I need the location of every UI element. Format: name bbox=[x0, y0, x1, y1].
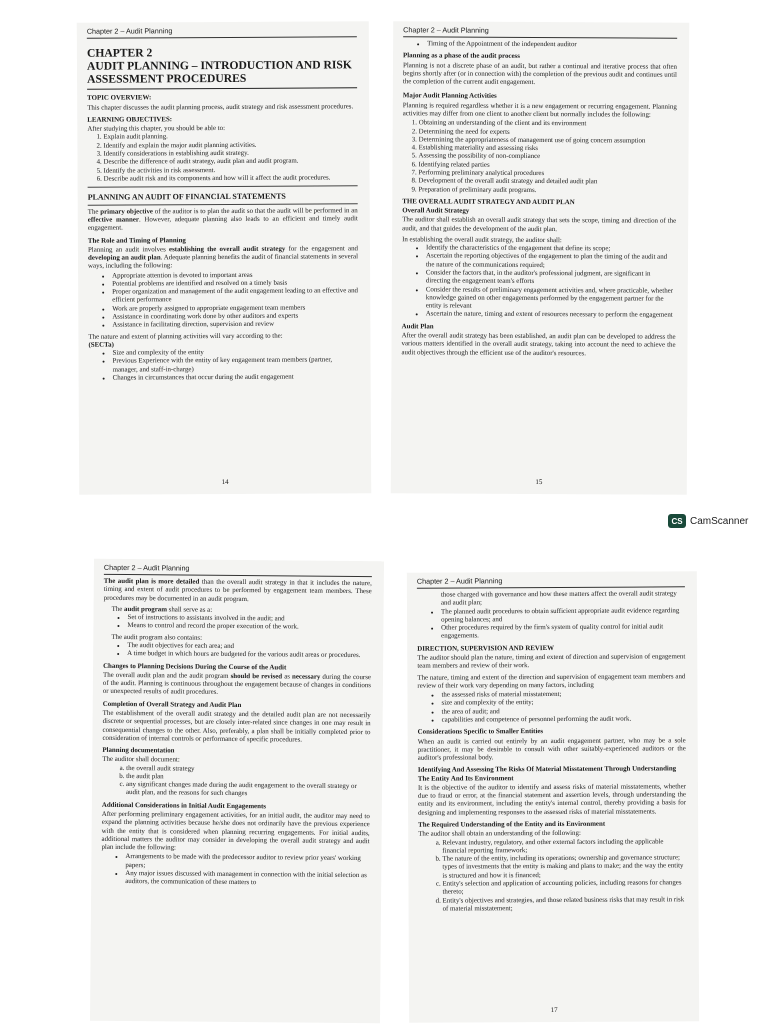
establish-text: In establishing the overall audit strategy, the auditor shall: bbox=[402, 236, 562, 245]
changes-text: The overall audit plan and the audit program should be revised as necessary during the course of the audit. Planning is continuous throughout the engagement because of changes in conditions or unexpected results of audit procedures. bbox=[102, 671, 372, 697]
page-number: 15 bbox=[535, 477, 543, 487]
continued-text: those charged with governance and how these matters affect the overall audit strategy and audit plan; bbox=[440, 590, 677, 607]
list-item: c. Entity's selection and application of accounting policies, including reasons for changes thereto; bbox=[442, 879, 686, 897]
list-item: 1. Obtaining an understanding of the client and its environment bbox=[419, 120, 677, 130]
overall-strategy-text: The auditor shall establish an overall audit strategy that sets the scope, timing and direction of the audit, and that guides the development of the audit plan. bbox=[402, 216, 677, 233]
list-item: • Set of instructions to assistants involved in the audit; and bbox=[127, 614, 371, 624]
contains-list bbox=[111, 642, 371, 661]
list-item: a. Relevant industry, regulatory, and other external factors including the applicable financial reporting framework; bbox=[442, 838, 686, 856]
divider bbox=[88, 203, 358, 205]
list-item: • Size and complexity of the entity bbox=[112, 348, 358, 358]
list-item: 5. Assessing the possibility of non-compliance bbox=[419, 153, 677, 163]
required-understanding-intro: The auditor shall obtain an understanding of the following: bbox=[418, 830, 581, 839]
list-item: 3. Identify considerations in establishing audit strategy. bbox=[103, 149, 357, 159]
page-15 bbox=[391, 21, 689, 495]
list-item: • Arrangements to be made with the predecessor auditor to review prior years' working papers; bbox=[125, 853, 369, 872]
list-item: • Proper organization and management of the audit engagement leading to an effective and efficient performance bbox=[112, 287, 358, 305]
contains-text: The audit program also contains: bbox=[111, 633, 203, 642]
page-14 bbox=[77, 21, 371, 495]
list-item: • the area of audit; and bbox=[442, 707, 686, 717]
list-item: • size and complexity of the entity; bbox=[441, 699, 685, 709]
title-rule bbox=[87, 88, 357, 90]
list-item: • Appropriate attention is devoted to important areas bbox=[112, 271, 358, 281]
dsr-list bbox=[425, 690, 685, 724]
list-item: d. Entity's objectives and strategies, and those related business risks that may result in risk of material misstatement; bbox=[443, 896, 687, 914]
list-item: • A time budget in which hours are budgeted for the various audit areas or procedures. bbox=[127, 650, 371, 660]
list-item: 7. Performing preliminary analytical procedures bbox=[418, 169, 676, 179]
page-17 bbox=[407, 571, 699, 1023]
program-intro: The audit program shall serve as a: bbox=[111, 605, 213, 614]
documentation-intro: The auditor shall document: bbox=[102, 756, 180, 764]
smaller-entities-text: When an audit is carried out entirely by an audit engagement partner, who may be a sole practitioner, it may be desirable to consult with other suitably-experienced auditors or the auditor's professional body. bbox=[417, 736, 686, 762]
list-item: • the assessed risks of material misstatement; bbox=[441, 690, 685, 700]
secta-label: (SECTa) bbox=[88, 341, 114, 349]
list-item: 4. Describe the difference of audit strategy, audit plan and audit program. bbox=[103, 158, 357, 168]
list-item: • Consider the factors that, in the auditor's professional judgment, are significant in directing the engagement team's efforts bbox=[426, 269, 676, 287]
intro-paragraph: The primary objective of the auditor is to plan the audit so that the audit will be performed in an effective manner. However, adequate planning also leads to an efficient and timely audit engagement. bbox=[87, 206, 358, 232]
list-item: • Other procedures required by the firm's system of quality control for initial audit engagements. bbox=[441, 623, 685, 641]
dsr-text-1: The auditor should plan the nature, timing and extent of direction and supervision of engagement team members and review of their work. bbox=[417, 653, 686, 670]
risk-text: It is the objective of the auditor to identify and assess risks of material misstatements, whether due to fraud or error, at the financial statement and assertion levels, through understanding the entity and its environment, including the entity's internal control, thereby providing a basis for designing and implementing responses to the assessed risks of material misstatements. bbox=[417, 783, 687, 817]
required-understanding-list bbox=[426, 838, 686, 914]
role-paragraph: Planning an audit involves establishing the overall audit strategy for the engagement and developing an audit plan. Adequate planning benefits the audit of financial statements in several ways, including the following: bbox=[87, 245, 358, 271]
audit-plan-text: After the overall audit strategy has been established, an audit plan can be developed to address the various matters identified in the overall audit strategy, taking into account the need to achieve the audit objectives through the efficient use of the auditor's resources. bbox=[401, 332, 676, 357]
page-number: 14 bbox=[221, 477, 229, 487]
dsr-heading: DIRECTION, SUPERVISION AND REVIEW bbox=[417, 644, 555, 653]
strategy-section-heading: THE OVERALL AUDIT STRATEGY AND AUDIT PLAN bbox=[402, 198, 575, 206]
activities-list bbox=[402, 120, 676, 196]
nature-text: The nature and extent of planning activities will vary according to the: bbox=[88, 332, 283, 341]
documentation-list bbox=[110, 765, 370, 800]
role-timing-heading: The Role and Timing of Planning bbox=[87, 236, 186, 245]
secta-list bbox=[96, 348, 358, 382]
divider bbox=[88, 185, 358, 187]
dsr-text-2: The nature, timing and extent of the direction and supervision of engagement team members and review of their work vary depending on many factors, including bbox=[417, 672, 686, 690]
list-item: • Timing of the Appointment of the independent auditor bbox=[427, 40, 677, 50]
list-item: • Work are properly assigned to appropriate engagement team members bbox=[112, 304, 358, 314]
running-header: Chapter 2 – Audit Planning bbox=[87, 25, 357, 38]
documentation-heading: Planning documentation bbox=[102, 746, 175, 755]
initial-engagement-heading: Additional Considerations in Initial Audit Engagements bbox=[101, 801, 266, 811]
list-item: 4. Establishing materiality and assessing risks bbox=[419, 144, 677, 154]
objectives-list bbox=[87, 133, 357, 184]
top-list bbox=[411, 40, 677, 50]
list-item: 2. Determining the need for experts bbox=[419, 128, 677, 138]
objectives-intro: After studying this chapter, you should be able to: bbox=[87, 125, 226, 133]
benefits-list bbox=[96, 271, 358, 330]
learning-objectives-heading: LEARNING OBJECTIVES: bbox=[87, 116, 173, 124]
major-activities-heading: Major Audit Planning Activities bbox=[402, 92, 497, 101]
list-item: • Previous Experience with the entity of key engagement team members (partner, manager, and staff-in-charge) bbox=[113, 357, 359, 375]
audit-plan-intro: The audit plan is more detailed than the overall audit strategy in that it includes the nature, timing and extent of audit procedures to be performed by engagement team members. These procedures may be documented in an audit program. bbox=[103, 577, 372, 603]
list-item: 5. Identify the activities in risk assessment. bbox=[104, 166, 358, 176]
initial-list bbox=[109, 853, 369, 888]
list-item: • Assistance in facilitating direction, supervision and review bbox=[112, 321, 358, 331]
running-header: Chapter 2 – Audit Planning bbox=[104, 563, 372, 577]
required-understanding-heading: The Required Understanding of the Entity and its Environment bbox=[418, 820, 606, 829]
chapter-number: CHAPTER 2 bbox=[86, 46, 153, 60]
phase-text: Planning is not a discrete phase of an audit, but rather a continual and iterative process that often begins shortly after (or in connection with) the completion of the previous audit and continues until the completion of the current audit engagement. bbox=[402, 61, 678, 87]
list-item: c. any significant changes made during the audit engagement to the overall strategy or audit plan, and the reasons for such changes bbox=[126, 781, 370, 800]
major-activities-text: Planning is required regardless whether it is a new engagement or recurring engagement. Planning activities may differ from one client to another client but normally includes the following: bbox=[402, 101, 677, 119]
running-header: Chapter 2 – Audit Planning bbox=[403, 25, 677, 38]
list-item: • Ascertain the nature, timing and extent of resources necessary to perform the engagement bbox=[426, 311, 676, 321]
list-item: • Assistance in coordinating work done by other auditors and experts bbox=[112, 312, 358, 322]
camscanner-label: CamScanner bbox=[690, 515, 749, 527]
page-16 bbox=[90, 559, 384, 1024]
list-item: • Consider the results of preliminary engagement activities and, where practicable, whether knowledge gained on other engagements performed by the engagement partner for the entity is relevant bbox=[426, 286, 676, 312]
topic-overview-text: This chapter discusses the audit planning process, audit strategy and risk assessment procedures. bbox=[87, 102, 354, 112]
list-item: 1. Explain audit planning. bbox=[103, 133, 357, 143]
topic-overview-heading: TOPIC OVERVIEW: bbox=[87, 94, 152, 102]
list-item: 9. Preparation of preliminary audit programs. bbox=[418, 186, 676, 196]
establish-list bbox=[410, 245, 676, 321]
audit-plan-heading: Audit Plan bbox=[401, 322, 434, 331]
list-item: • Potential problems are identified and resolved on a timely basis bbox=[112, 279, 358, 289]
list-item: • Means to control and record the proper execution of the work. bbox=[127, 622, 371, 632]
section-heading: PLANNING AN AUDIT OF FINANCIAL STATEMENTS bbox=[87, 191, 286, 202]
list-item: 2. Identify and explain the major audit planning activities. bbox=[103, 141, 357, 151]
smaller-entities-heading: Considerations Specific to Smaller Entities bbox=[417, 728, 544, 736]
list-item: 3. Determining the appropriateness of management use of going concern assumption bbox=[419, 136, 677, 146]
chapter-title: AUDIT PLANNING – INTRODUCTION AND RISK ASSESSMENT PROCEDURES bbox=[86, 58, 352, 86]
changes-heading: Changes to Planning Decisions During the Course of the Audit bbox=[103, 662, 287, 671]
list-item: 8. Development of the overall audit strategy and detailed audit plan bbox=[418, 178, 676, 188]
completion-heading: Completion of Overall Strategy and Audit Plan bbox=[102, 700, 242, 709]
list-item: a. the overall audit strategy bbox=[126, 765, 370, 775]
completion-text: The establishment of the overall audit strategy and the detailed audit plan are not necessarily discrete or sequential processes, but are closely inter-related since changes in one may result in consequential changes to the other. Also, preferably, a plan shall be initially completed prior to consideration of internal controls or performance of specific procedures. bbox=[102, 709, 371, 744]
list-item: • Ascertain the reporting objectives of the engagement to plan the timing of the audit and the nature of the communications required; bbox=[426, 253, 676, 271]
list-item: • The audit objectives for each area; and bbox=[127, 642, 371, 652]
camscanner-watermark bbox=[668, 514, 748, 528]
running-header: Chapter 2 – Audit Planning bbox=[417, 575, 685, 588]
risk-heading: Identifying And Assessing The Risks Of Material Misstatement Through Understanding The Entity And Its Environment bbox=[417, 765, 677, 783]
page-number: 17 bbox=[550, 1005, 558, 1015]
list-item: • Any major issues discussed with management in connection with the initial selection as auditors, the communication of these matters to bbox=[125, 870, 369, 889]
overall-strategy-heading: Overall Audit Strategy bbox=[402, 207, 470, 215]
top-list bbox=[425, 607, 685, 641]
list-item: • The planned audit procedures to obtain sufficient appropriate audit evidence regarding opening balances; and bbox=[441, 607, 685, 625]
camscanner-logo-icon: CS bbox=[668, 514, 686, 528]
list-item: • capabilities and competence of personnel performing the audit work. bbox=[442, 715, 686, 725]
list-item: 6. Describe audit risk and its components and how will it affect the audit procedures. bbox=[104, 174, 358, 184]
initial-engagement-text: After performing preliminary engagement activities, for an initial audit, the auditor may need to expand the planning activities because he/she does not ordinarily have the previous experience with the entity that is considered when planning recurring engagements. For initial audits, additional matters the auditor may consider in developing the overall audit strategy and audit plan include the following: bbox=[101, 810, 370, 852]
list-item: b. The nature of the entity, including its operations; ownership and governance structure; types of investments that the entity is making and plans to make; and the way the entity is structured and how it is financed; bbox=[442, 854, 686, 880]
list-item: • Changes in circumstances that occur during the audit engagement bbox=[113, 373, 359, 383]
program-list bbox=[111, 614, 371, 633]
list-item: b. the audit plan bbox=[126, 773, 370, 783]
list-item: 6. Identifying related parties bbox=[418, 161, 676, 171]
phase-heading: Planning as a phase of the audit process bbox=[403, 52, 520, 61]
list-item: • Identify the characteristics of the engagement that define its scope; bbox=[426, 245, 676, 255]
